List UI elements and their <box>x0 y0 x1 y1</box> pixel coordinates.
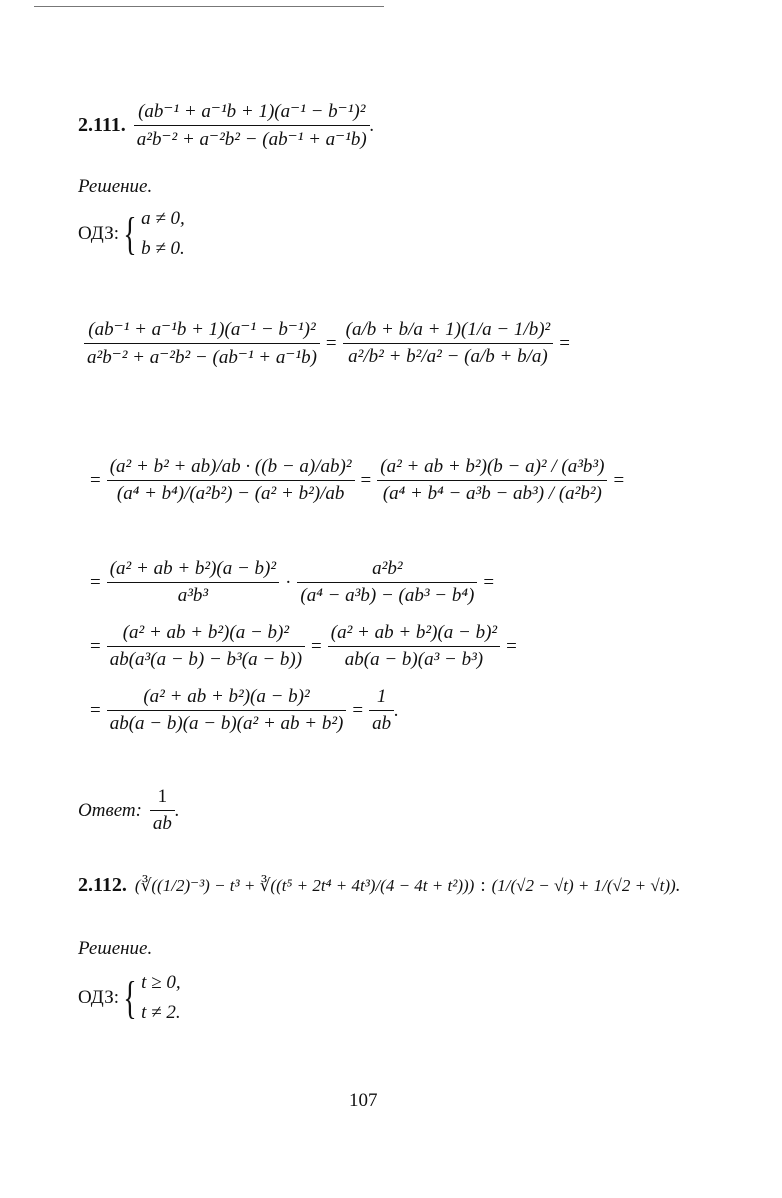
equals-sign: = <box>90 469 101 491</box>
odz-block <box>78 204 185 264</box>
equals-sign: = <box>325 332 337 354</box>
left-brace-icon: { <box>123 972 137 1023</box>
equals-sign: = <box>360 469 372 491</box>
answer-fraction <box>150 786 175 835</box>
problem-2-111 <box>78 100 374 151</box>
fraction-numerator: 1 <box>376 686 387 707</box>
solution-step-2 <box>84 456 630 505</box>
fraction-denominator: ab(a³(a − b) − b³(a − b)) <box>109 649 303 670</box>
expression-part-a: (∛((1/2)⁻³) − t³ + ∛((t⁵ + 2t⁴ + 4t³)/(4 − 4t + t²))) <box>134 875 475 895</box>
fraction-bar <box>328 646 500 647</box>
step-fraction <box>369 686 394 735</box>
fraction-bar <box>134 125 370 126</box>
fraction-denominator: a²b⁻² + a⁻²b² − (ab⁻¹ + a⁻¹b) <box>87 347 317 368</box>
solution-label: Решение. <box>78 176 153 197</box>
odz-label: ОДЗ: <box>78 987 120 1008</box>
equals-sign: = <box>90 635 101 657</box>
step-fraction <box>107 456 355 505</box>
step-fraction <box>343 319 554 368</box>
fraction-denominator: (a⁴ − a³b) − (ab³ − b⁴) <box>300 585 475 606</box>
trailing-dot: . <box>394 699 399 721</box>
fraction-denominator: a²b⁻² + a⁻²b² − (ab⁻¹ + a⁻¹b) <box>136 129 367 150</box>
fraction-denominator: a³b³ <box>177 585 209 606</box>
equals-sign: = <box>352 699 364 721</box>
fraction-numerator: (ab⁻¹ + a⁻¹b + 1)(a⁻¹ − b⁻¹)² <box>138 101 366 122</box>
equals-sign: = <box>559 332 570 354</box>
fraction-bar <box>150 810 175 811</box>
odz-condition: t ≠ 2. <box>141 1002 181 1023</box>
solution-label: Решение. <box>78 938 153 959</box>
odz-condition: b ≠ 0. <box>141 238 185 259</box>
odz-block <box>78 968 181 1028</box>
step-fraction <box>84 318 320 369</box>
fraction-bar <box>369 710 394 711</box>
odz-conditions <box>141 204 185 264</box>
step-fraction <box>377 456 607 505</box>
fraction-numerator: (ab⁻¹ + a⁻¹b + 1)(a⁻¹ − b⁻¹)² <box>88 319 316 340</box>
page-number: 107 <box>349 1090 378 1111</box>
fraction-numerator: (a² + b² + ab)/ab · ((b − a)/ab)² <box>109 456 352 477</box>
fraction-numerator: (a² + ab + b²)(a − b)² <box>122 622 290 643</box>
step-fraction <box>107 686 347 735</box>
fraction-numerator: (a² + ab + b²)(a − b)² <box>109 558 277 579</box>
fraction-numerator: (a² + ab + b²)(a − b)² <box>143 686 310 707</box>
solution-step-5 <box>84 686 399 735</box>
fraction-bar <box>297 582 477 583</box>
fraction-bar <box>107 582 279 583</box>
equals-sign: = <box>613 469 625 491</box>
equals-sign: = <box>90 699 101 721</box>
equals-sign: = <box>506 635 517 657</box>
fraction-denominator: (a⁴ + b⁴)/(a²b²) − (a² + b²)/ab <box>116 483 345 504</box>
fraction-numerator: a²b² <box>372 558 403 579</box>
odz-conditions <box>141 968 180 1028</box>
fraction-denominator: ab <box>152 813 172 834</box>
fraction-bar <box>107 646 305 647</box>
answer-label: Ответ: <box>78 799 142 821</box>
fraction-numerator: (a² + ab + b²)(b − a)² / (a³b³) <box>380 456 605 477</box>
fraction-bar <box>107 480 355 481</box>
step-fraction <box>107 558 279 607</box>
fraction-denominator: ab(a − b)(a³ − b³) <box>344 649 484 670</box>
fraction-bar <box>377 480 607 481</box>
fraction-bar <box>84 343 320 344</box>
problem-fraction <box>134 100 370 151</box>
odz-condition: a ≠ 0, <box>141 208 185 229</box>
fraction-numerator: (a² + ab + b²)(a − b)² <box>330 622 498 643</box>
problem-number: 2.112. <box>78 874 127 896</box>
expression-part-b: (1/(√2 − √t) + 1/(√2 + √t)) <box>491 875 676 895</box>
fraction-denominator: ab <box>372 713 392 734</box>
equals-sign: = <box>90 571 101 593</box>
solution-step-4 <box>84 622 523 671</box>
problem-number: 2.111. <box>78 114 126 136</box>
fraction-numerator: (a/b + b/a + 1)(1/a − 1/b)² <box>345 319 551 340</box>
fraction-bar <box>107 710 347 711</box>
odz-condition: t ≥ 0, <box>141 972 181 993</box>
solution-step-1 <box>84 318 576 369</box>
trailing-dot: . <box>174 799 180 821</box>
fraction-numerator: 1 <box>157 786 168 807</box>
step-fraction <box>107 622 305 671</box>
fraction-denominator: (a⁴ + b⁴ − a³b − ab³) / (a²b²) <box>382 483 602 504</box>
top-rule <box>34 6 384 7</box>
problem-2-112 <box>78 874 680 897</box>
trailing-dot: . <box>369 114 375 136</box>
colon-sign: : <box>480 874 486 896</box>
odz-label: ОДЗ: <box>78 223 120 244</box>
fraction-denominator: ab(a − b)(a − b)(a² + ab + b²) <box>109 713 344 734</box>
step-fraction <box>297 558 477 607</box>
fraction-bar <box>343 343 554 344</box>
step-fraction <box>328 622 500 671</box>
equals-sign: = <box>483 571 495 593</box>
left-brace-icon: { <box>123 208 137 259</box>
solution-step-3 <box>84 558 500 607</box>
trailing-dot: . <box>675 874 681 896</box>
multiply-dot: · <box>285 571 292 593</box>
equals-sign: = <box>311 635 322 657</box>
answer-block <box>78 786 180 835</box>
fraction-denominator: a²/b² + b²/a² − (a/b + b/a) <box>348 346 548 367</box>
